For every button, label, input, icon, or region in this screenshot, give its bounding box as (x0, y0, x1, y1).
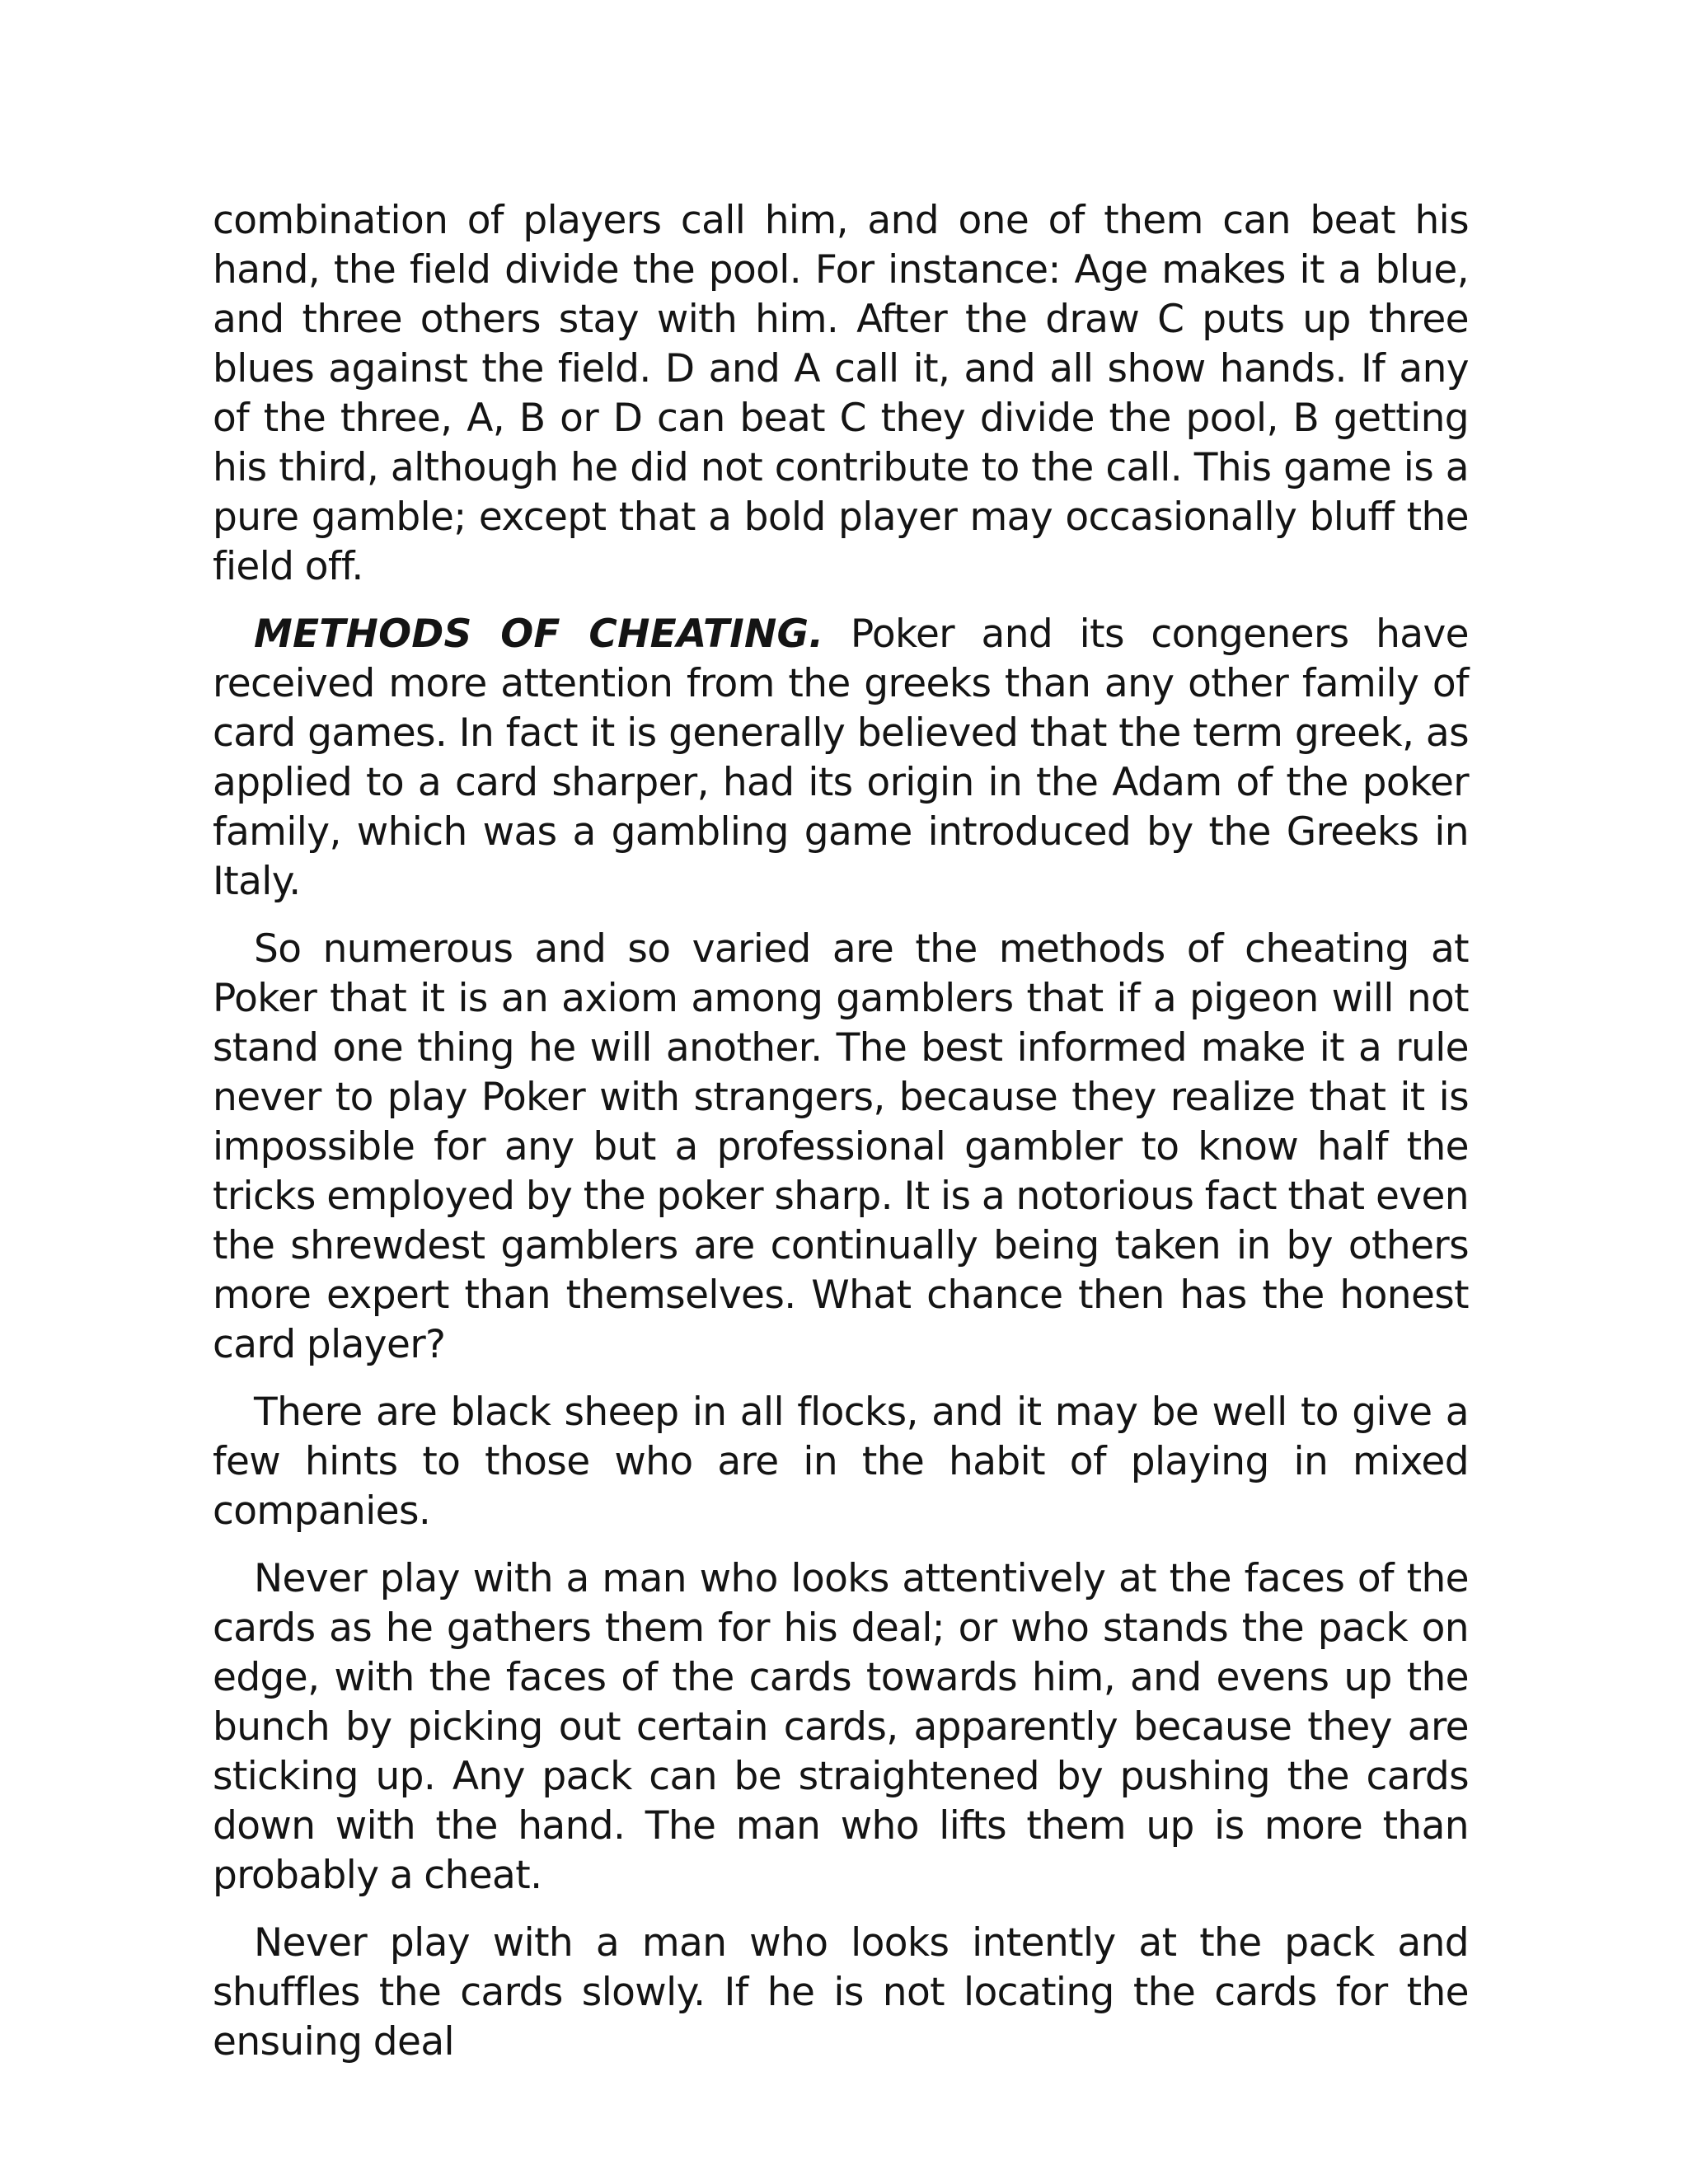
document-page (213, 196, 1469, 2067)
paragraph-1-text: combination of players call him, and one of them can beat his hand, the field divide the pool. For instance: Age makes it a blue, and three others stay with him. After the draw C puts up three blues against the field. D and A call it, and all show hands. If any of the three, A, B or D can beat C they divide the pool, B getting his third, although he did not contribute to the call. This game is a pure gamble; except that a bold player may occasionally bluff the field off. (213, 198, 1469, 589)
paragraph-6-text: Never play with a man who looks intently at the pack and shuffles the cards slowly. If he is not locating the cards for the ensuing deal (213, 1920, 1469, 2064)
paragraph-2 (213, 610, 1469, 907)
paragraph-5-text: Never play with a man who looks attentively at the faces of the cards as he gathers them for his deal; or who stands the pack on edge, with the faces of the cards towards him, and evens up the bunch by picking out certain cards, apparently because they are sticking up. Any pack can be straightened by pushing the cards down with the hand. The man who lifts them up is more than probably a cheat. (213, 1556, 1469, 1898)
paragraph-5 (213, 1554, 1469, 1900)
paragraph-3 (213, 925, 1469, 1370)
paragraph-1 (213, 196, 1469, 592)
paragraph-6 (213, 1919, 1469, 2067)
paragraph-2-text: Poker and its congeners have received more attention from the greeks than any other family of card games. In fact it is generally believed that the term greek, as applied to a card sharper, had its origin in the Adam of the poker family, which was a gambling game introduced by the Greeks in Italy. (213, 612, 1469, 904)
paragraph-3-text: So numerous and so varied are the methods of cheating at Poker that it is an axiom among gamblers that if a pigeon will not stand one thing he will another. The best informed make it a rule never to play Poker with strangers, because they realize that it is impossible for any but a professional gambler to know half the tricks employed by the poker sharp. It is a notorious fact that even the shrewdest gamblers are continually being taken in by others more expert than themselves. What chance then has the honest card player? (213, 926, 1469, 1367)
section-heading: METHODS OF CHEATING. (254, 612, 824, 657)
paragraph-4 (213, 1388, 1469, 1536)
paragraph-4-text: There are black sheep in all flocks, and it may be well to give a few hints to those who are in the habit of playing in mixed companies. (213, 1390, 1469, 1534)
